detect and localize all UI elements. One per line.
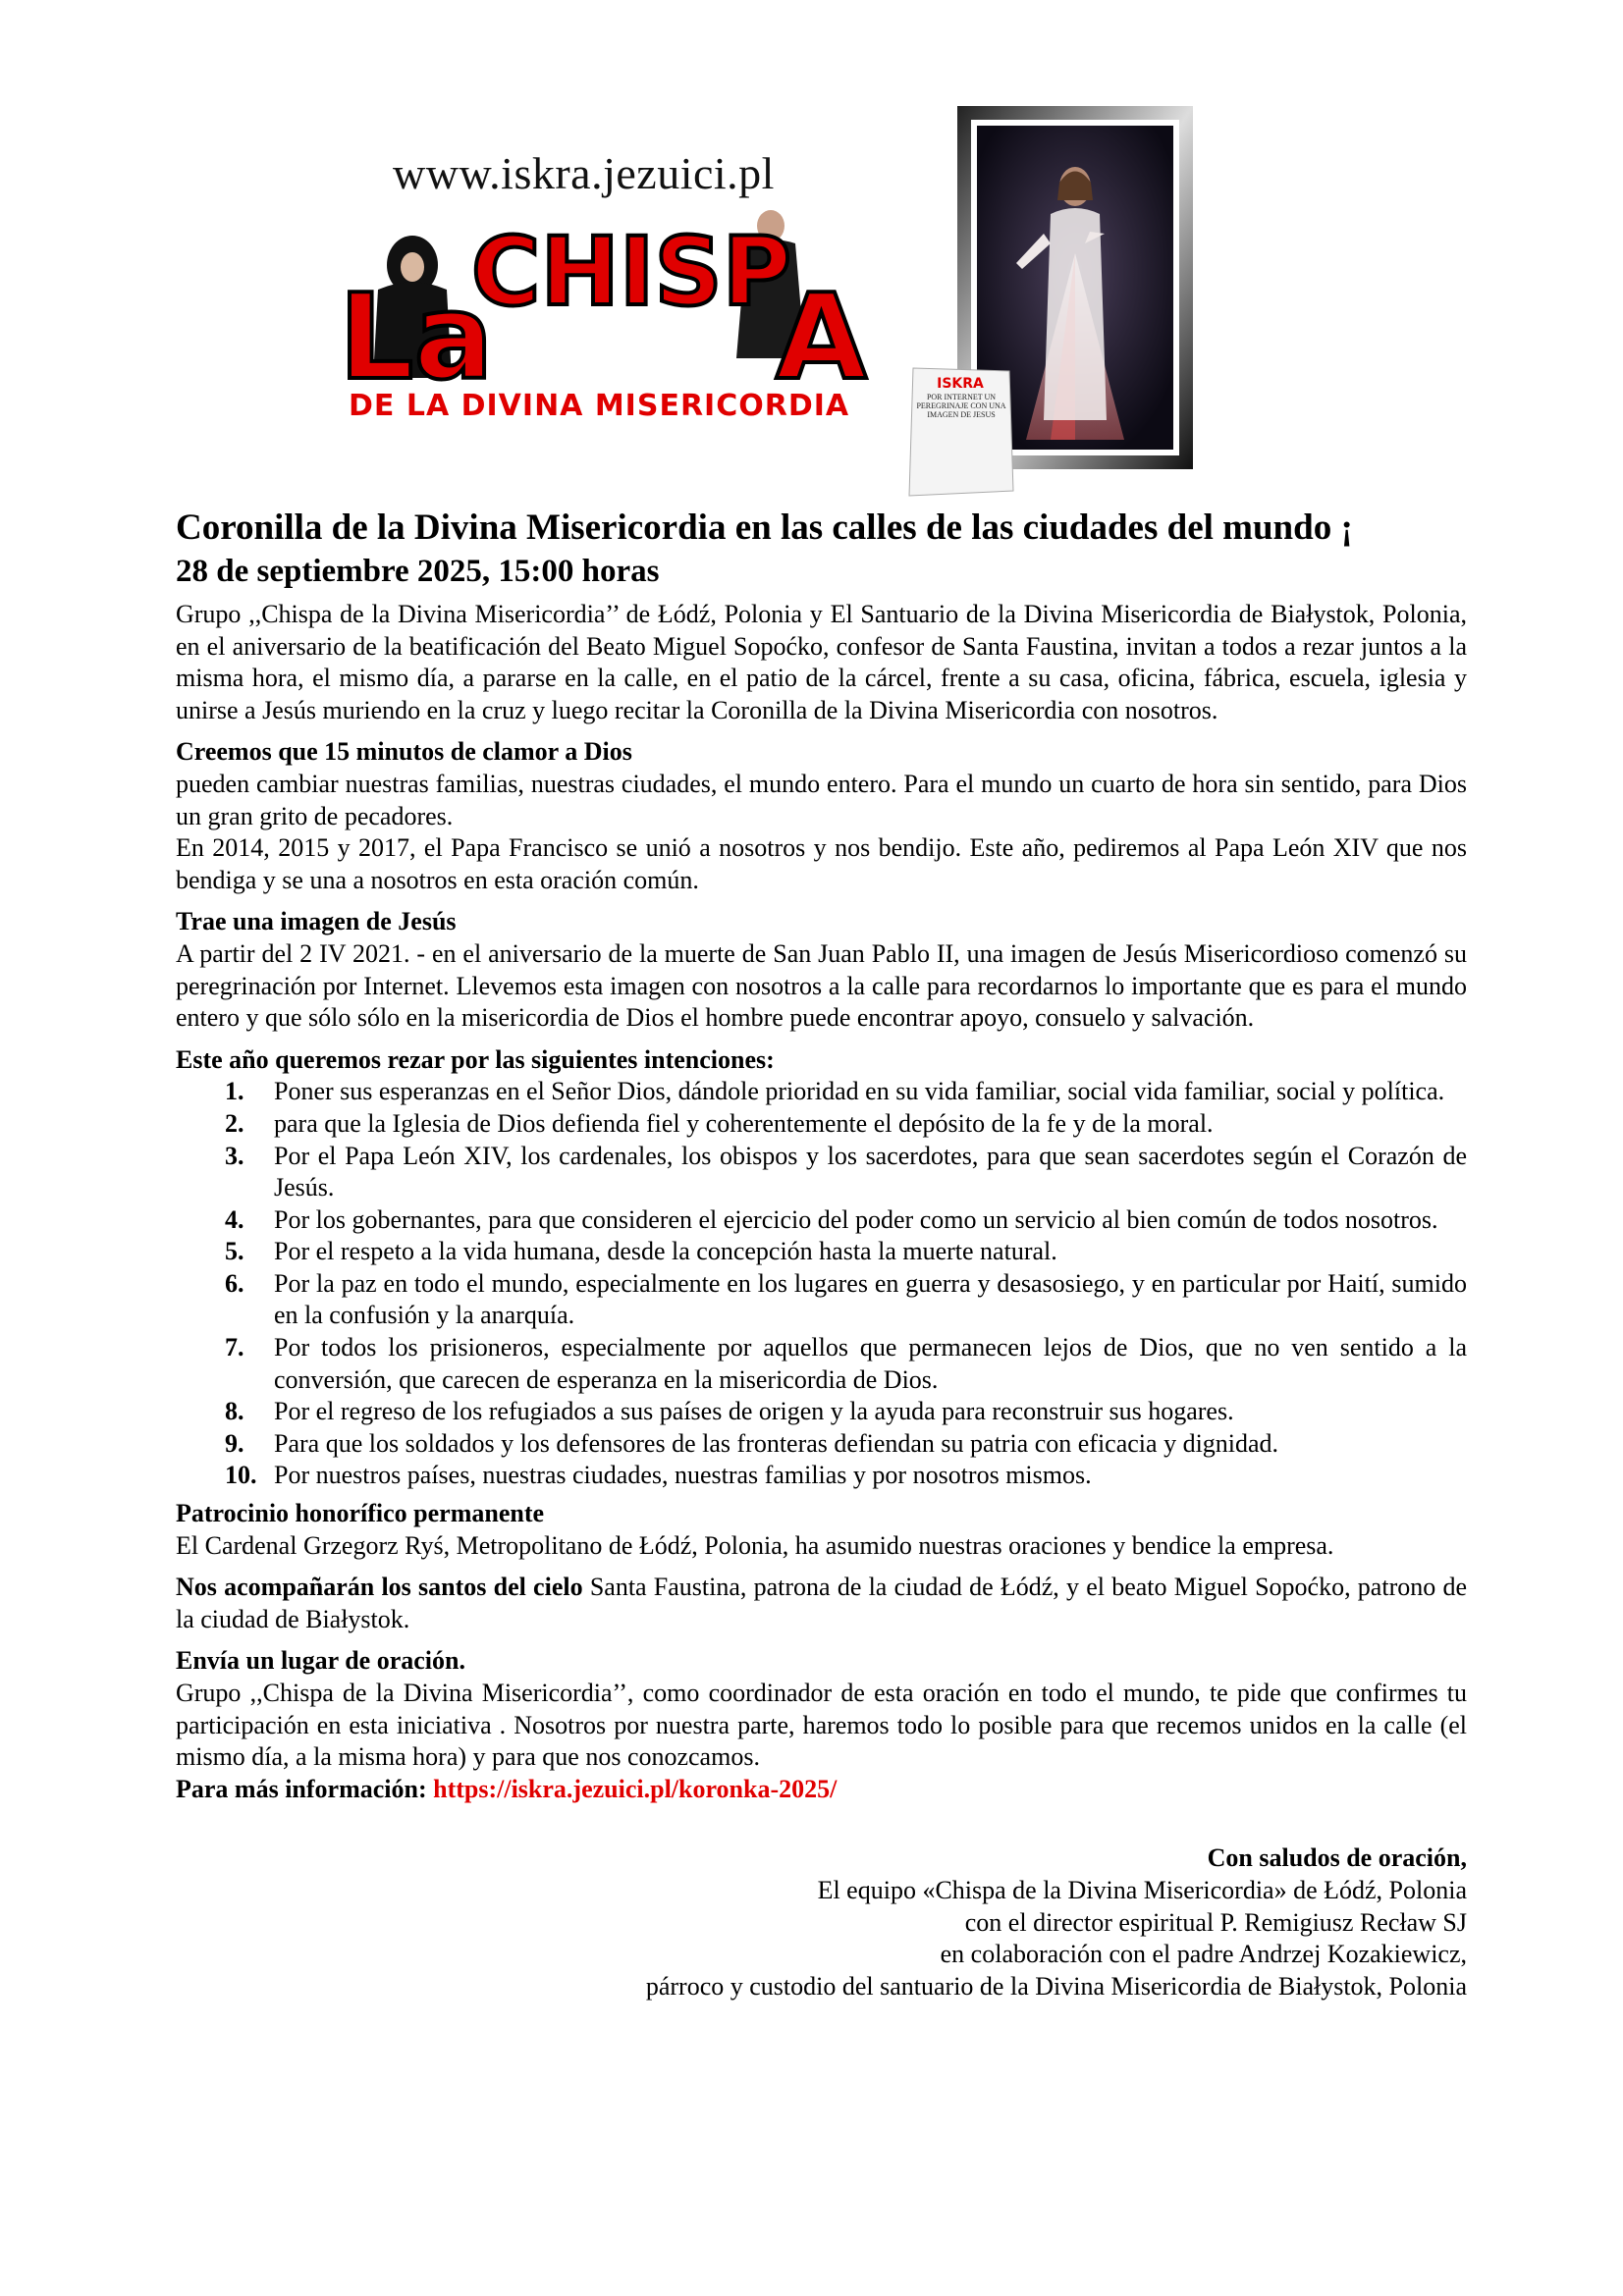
intention-text: Poner sus esperanzas en el Señor Dios, dándole prioridad en su vida familiar, social vida familiar, social y política. [274, 1077, 1445, 1106]
intentions-list [176, 1076, 1467, 1492]
signature-line-1: El equipo «Chispa de la Divina Misericordia» de Łódź, Polonia [817, 1875, 1467, 1904]
clamor-paragraph-2: En 2014, 2015 y 2017, el Papa Francisco se unió a nosotros y nos bendijo. Este año, pediremos al Papa León XIV que nos bendiga y se una a nosotros en esta oración común. [176, 833, 1467, 894]
signature-block [176, 1842, 1467, 2002]
intention-item [176, 1428, 1467, 1461]
section-heading-intentions: Este año queremos rezar por las siguientes intenciones: [176, 1044, 775, 1074]
leaflet-card [903, 363, 1021, 501]
section-heading-send: Envía un lugar de oración. [176, 1646, 465, 1676]
intention-number: 8. [225, 1397, 244, 1426]
intention-number: 5. [225, 1237, 244, 1266]
intro-paragraph: Grupo ,,Chispa de la Divina Misericordia’’ de Łódź, Polonia y El Santuario de la Divina Misericordia de Białystok, Polonia, en el aniversario de la beatificación del Beato Miguel Sopoćko, confesor de Santa Faustina, invitan a todos a rezar juntos a la misma hora, el mismo día, a pararse en la calle, en el patio de la cárcel, frente a su casa, oficina, fábrica, escuela, iglesia y unirse a Jesús muriendo en la cruz y luego recitar la Coronilla de la Divina Misericordia con nosotros. [176, 600, 1467, 724]
intention-item [176, 1141, 1467, 1204]
info-line [176, 1774, 1467, 1806]
signature-line-4: párroco y custodio del santuario de la Divina Misericordia de Białystok, Polonia [645, 1971, 1467, 2001]
intention-text: Por el respeto a la vida humana, desde la concepción hasta la muerte natural. [274, 1237, 1057, 1266]
logo-la: La [339, 270, 494, 406]
intention-number: 7. [225, 1333, 244, 1362]
saints-text: Santa Faustina, patrona de la ciudad de Łódź, y el beato Miguel Sopoćko, patrono de la ciudad de Białystok. [176, 1573, 1467, 1633]
intention-text: Por el regreso de los refugiados a sus países de origen y la ayuda para reconstruir sus hogares. [274, 1397, 1234, 1426]
saints-bold: Nos acompañarán los santos del cielo [176, 1573, 583, 1602]
card-title: ISKRA [937, 376, 984, 392]
intention-item [176, 1332, 1467, 1396]
clamor-paragraph-1: pueden cambiar nuestras familias, nuestras ciudades, el mundo entero. Para el mundo un cuarto de hora sin sentido, para Dios un gran grito de pecadores. [176, 769, 1467, 830]
image-paragraph: A partir del 2 IV 2021. - en el aniversario de la muerte de San Juan Pablo II, una imagen de Jesús Misericordioso comenzó su peregrinación por Internet. Llevemos esta imagen con nosotros a la calle para recordarnos lo importante que es para el mundo entero y que sólo sólo en la misericordia de Dios el hombre puede encontrar apoyo, consuelo y salvación. [176, 938, 1467, 1033]
intention-item [176, 1108, 1467, 1141]
intention-item [176, 1204, 1467, 1237]
card-text: POR INTERNET UN PEREGRINAJE CON UNA IMAGEN DE JESUS [916, 393, 1006, 419]
intention-item [176, 1076, 1467, 1108]
intention-text: para que la Iglesia de Dios defienda fiel y coherentemente el depósito de la fe y de la moral. [274, 1108, 1214, 1138]
intention-text: Por nuestros países, nuestras ciudades, nuestras familias y por nosotros mismos. [274, 1461, 1092, 1490]
intention-number: 4. [225, 1204, 244, 1234]
document-title: Coronilla de la Divina Misericordia en las calles de las ciudades del mundo ¡ [176, 507, 1353, 548]
intention-number: 2. [225, 1108, 244, 1138]
saints-paragraph [176, 1572, 1467, 1635]
intention-number: 6. [225, 1268, 244, 1298]
leaflet-card-graphic [903, 363, 1021, 501]
info-label: Para más información: [176, 1774, 434, 1803]
event-date: 28 de septiembre 2025, 15:00 horas [176, 554, 660, 589]
signature-line-3: en colaboración con el padre Andrzej Kozakiewicz, [940, 1940, 1467, 1969]
chispa-logo [339, 147, 874, 442]
intention-text: Por los gobernantes, para que consideren el ejercicio del poder como un servicio al bien común de todos nosotros. [274, 1204, 1438, 1234]
document-body [176, 506, 1467, 2002]
logo-chispa: CHISP [471, 217, 792, 327]
intention-number: 10. [225, 1461, 257, 1490]
intention-text: Por el Papa León XIV, los cardenales, los obispos y los sacerdotes, para que sean sacerdotes según el Corazón de Jesús. [274, 1141, 1467, 1202]
intention-number: 1. [225, 1077, 244, 1106]
intention-item [176, 1396, 1467, 1428]
intention-text: Para que los soldados y los defensores de las fronteras defiendan su patria con eficacia y dignidad. [274, 1428, 1279, 1458]
intention-number: 9. [225, 1428, 244, 1458]
signature-greeting: Con saludos de oración, [1207, 1843, 1467, 1873]
signature-line-2: con el director espiritual P. Remigiusz Recław SJ [964, 1907, 1467, 1937]
logo-a: A [776, 270, 867, 406]
intention-text: Por todos los prisioneros, especialmente por aquellos que permanecen lejos de Dios, que no ven sentido a la conversión, que carecen de esperanza en la misericordia de Dios. [274, 1333, 1467, 1394]
section-heading-clamor: Creemos que 15 minutos de clamor a Dios [176, 737, 632, 767]
info-link[interactable]: https://iskra.jezuici.pl/koronka-2025/ [433, 1774, 838, 1803]
intention-item [176, 1236, 1467, 1268]
section-heading-image: Trae una imagen de Jesús [176, 907, 457, 936]
intention-number: 3. [225, 1141, 244, 1170]
intention-text: Por la paz en todo el mundo, especialmente en los lugares en guerra y desasosiego, y en particular por Haití, sumido en la confusión y la anarquía. [274, 1268, 1467, 1330]
logo-subtitle: DE LA DIVINA MISERICORDIA [349, 389, 850, 423]
intention-item [176, 1268, 1467, 1332]
section-heading-patron: Patrocinio honorífico permanente [176, 1499, 545, 1528]
send-paragraph: Grupo ,,Chispa de la Divina Misericordia’’, como coordinador de esta oración en todo el mundo, te pide que confirmes tu participación en esta iniciativa . Nosotros por nuestra parte, haremos todo lo posible para que recemos unidos en la calle (el mismo día, a la misma hora) y para que nos conozcamos. [176, 1679, 1467, 1772]
website-url: www.iskra.jezuici.pl [393, 148, 775, 198]
patron-paragraph: El Cardenal Grzegorz Ryś, Metropolitano de Łódź, Polonia, ha asumido nuestras oraciones y bendice la empresa. [176, 1530, 1334, 1560]
intention-item [176, 1460, 1467, 1492]
